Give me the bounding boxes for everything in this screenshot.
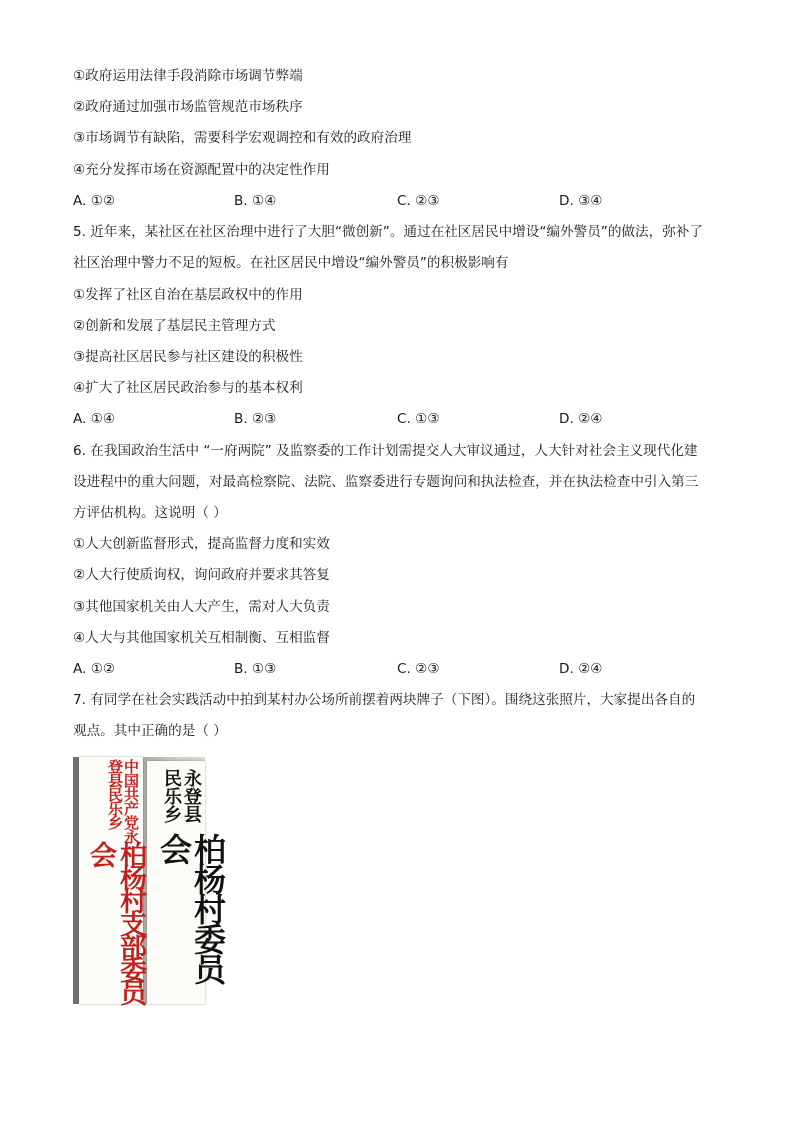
village-committee-plaque [147, 761, 227, 1004]
village-committee-plaque-small-text: 永登县民乐乡 [161, 769, 202, 823]
q5-option-c[interactable]: C. ①③ [397, 411, 440, 427]
q6-option-b[interactable]: B. ①③ [234, 661, 277, 677]
q4-option-a[interactable]: A. ①② [73, 193, 116, 209]
q5-options [73, 409, 733, 429]
village-plaques-photo [73, 757, 227, 1004]
q5-statement-1: ①发挥了社区自治在基层政权中的作用 [73, 287, 303, 303]
q4-statement-2: ②政府通过加强市场监管规范市场秩序 [73, 99, 303, 115]
q4-option-d[interactable]: D. ③④ [559, 193, 603, 209]
q6-options [73, 659, 733, 679]
q4-option-b[interactable]: B. ①④ [234, 193, 277, 209]
q6-statement-1: ①人大创新监督形式，提高监督力度和实效 [73, 536, 330, 552]
q4-option-c[interactable]: C. ②③ [397, 193, 440, 209]
q6-option-c[interactable]: C. ②③ [397, 661, 440, 677]
party-branch-plaque-small-text: 中国共产党永登县民乐乡 [106, 759, 140, 843]
q6-option-d[interactable]: D. ②④ [559, 661, 603, 677]
q6-statement-2: ②人大行使质询权，询问政府并要求其答复 [73, 567, 330, 583]
q5-option-b[interactable]: B. ②③ [234, 411, 277, 427]
q5-stem-line-1: 5. 近年来，某社区在社区治理中进行了大胆“微创新”。通过在社区居民中增设“编外警员”的做法，弥补了 [73, 224, 703, 240]
q5-statement-3: ③提高社区居民参与社区建设的积极性 [73, 349, 303, 365]
q7-stem-line-2: 观点。其中正确的是（ ） [73, 723, 227, 739]
q6-stem-line-1: 6. 在我国政治生活中 “一府两院” 及监察委的工作计划需提交人大审议通过，人大针对社会主义现代化建 [73, 443, 698, 459]
q4-options [73, 191, 733, 211]
q5-statement-2: ②创新和发展了基层民主管理方式 [73, 318, 276, 334]
party-branch-plaque [79, 757, 146, 1004]
party-branch-plaque-big-text: 柏杨村支部委员会 [85, 841, 146, 1002]
q5-option-a[interactable]: A. ①④ [73, 411, 116, 427]
q4-statement-1: ①政府运用法律手段消除市场调节弊端 [73, 68, 303, 84]
q4-statement-4: ④充分发挥市场在资源配置中的决定性作用 [73, 162, 330, 178]
q6-statement-3: ③其他国家机关由人大产生，需对人大负责 [73, 599, 330, 615]
village-committee-plaque-big-text: 柏杨村委员会 [155, 833, 227, 983]
q6-statement-4: ④人大与其他国家机关互相制衡、互相监督 [73, 630, 330, 646]
q5-statement-4: ④扩大了社区居民政治参与的基本权利 [73, 380, 303, 396]
q5-stem-line-2: 社区治理中警力不足的短板。在社区居民中增设“编外警员”的积极影响有 [73, 255, 509, 271]
q6-option-a[interactable]: A. ①② [73, 661, 116, 677]
q6-stem-line-3: 方评估机构。这说明（ ） [73, 505, 227, 521]
q4-statement-3: ③市场调节有缺陷，需要科学宏观调控和有效的政府治理 [73, 130, 412, 146]
q6-stem-line-2: 设进程中的重大问题，对最高检察院、法院、监察委进行专题询问和执法检查，并在执法检查中引入第三 [73, 474, 699, 490]
q7-stem-line-1: 7. 有同学在社会实践活动中拍到某村办公场所前摆着两块牌子（下图）。围绕这张照片，大家提出各自的 [73, 692, 696, 708]
q5-option-d[interactable]: D. ②④ [559, 411, 603, 427]
